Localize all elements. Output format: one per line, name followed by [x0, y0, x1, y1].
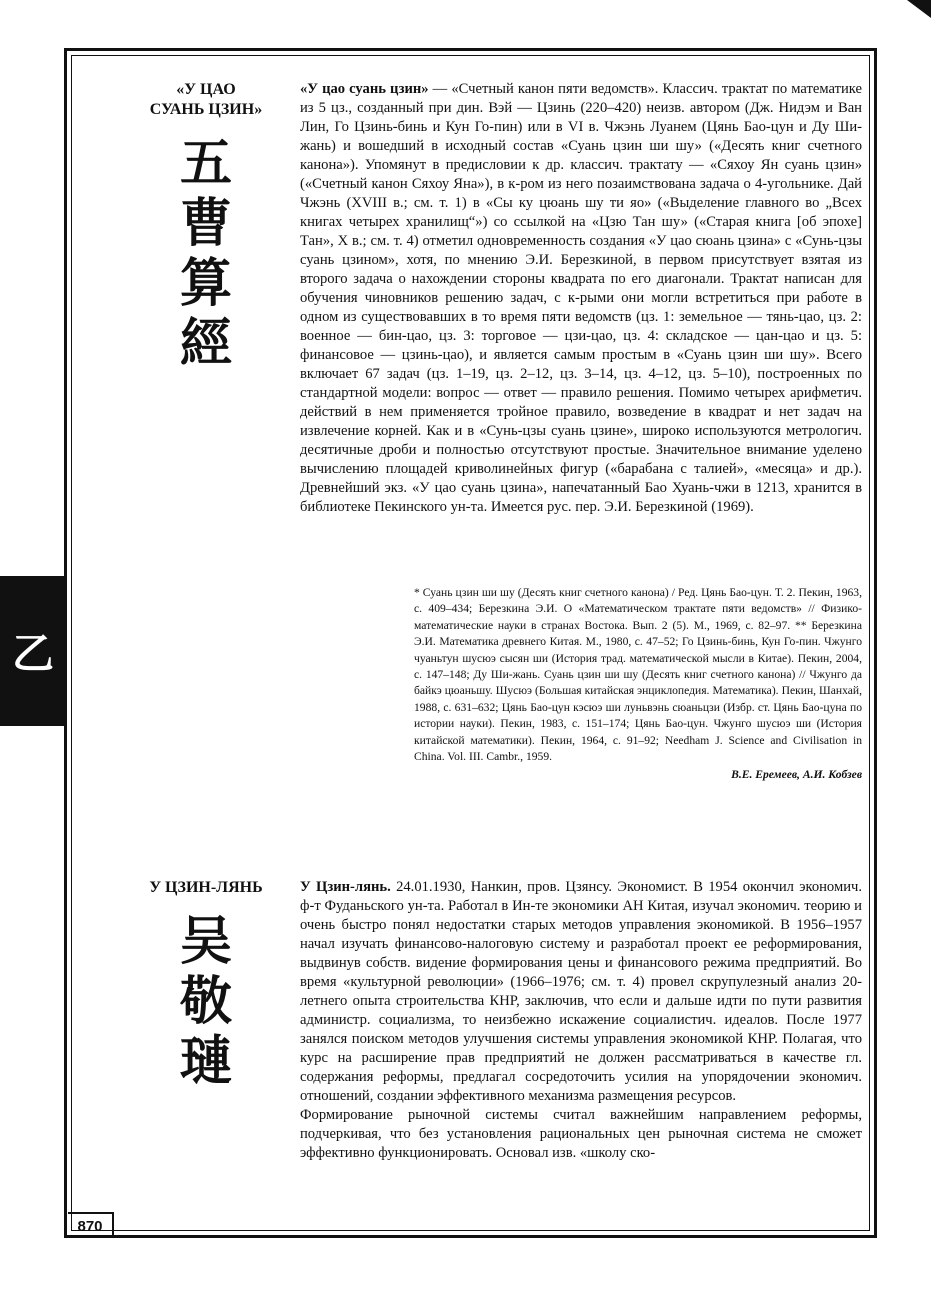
- section-tab: [0, 576, 66, 726]
- entry1-notes: * Суань цзин ши шу (Десять книг счетного канона) / Ред. Цянь Бао-цун. Т. 2. Пекин, 1963, с. 409–434; Березкина Э.И. О «Математическом трактате пяти ведомств» // Физико-математические науки в странах Востока. Вып. 2 (5). М., 1969, с. 82–97. ** Березкина Э.И. Математика древнего Китая. М., 1980, с. 47–52; Го Цзинь-бинь, Кун Го-пин. Чжунго чуаньтун шусюэ сысян ши (История трад. математической мысли в Китае). Пекин, 2004, с. 147–148; Ду Ши-жань. Суань цзин ши шу (Десять книг счетного канона) // Чжунго да байкэ цюаньшу. Шусюэ (Большая китайская энциклопедия. Математика). Пекин, Шанхай, 1988, с. 631–632; Цянь Бао-цун кэсюэ ши луньвэнь сюаньцзи (Избр. ст. Цянь Бао-цуна по истории науки). Пекин, 1983, с. 151–174; Цянь Бао-цун. Чжунго шусюэ ши (История китайской математики). Пекин, 1964, с. 91–92; Needham J. Science and Civilisation in China. Vol. III. Cambr., 1959.: [414, 586, 862, 764]
- entry2-hanzi: [125, 912, 287, 1092]
- hanzi-char: 五: [179, 133, 232, 194]
- hanzi-char: 吴: [179, 911, 232, 972]
- hanzi-char: 敬: [179, 971, 232, 1032]
- page-number: 870: [68, 1212, 114, 1238]
- entry1-bibliography: [414, 585, 862, 784]
- hanzi-char: 算: [179, 253, 232, 314]
- entry2-heading: [125, 878, 287, 1092]
- entry1-lead: «У цао суань цзин»: [300, 81, 429, 97]
- hanzi-char: 經: [179, 313, 232, 374]
- entry1-text: — «Счетный канон пяти ведомств». Классич. трактат по математике из 5 цз., созданный при дин. Вэй — Цзинь (220–420) неизв. автором (Дж. Нидэм и Ван Лин, Го Цзинь-бинь и Кун Го-пин) или в VI в. Чжэнь Луанем (Цянь Бао-цун и Ду Ши-жань) и вошедший в исходный состав «Суань цзин ши шу» («Десять книг счетного канона»). Упомянут в предисловии к др. классич. трактату — «Сяхоу Ян суань цзин» («Счетный канон Сяхоу Яна»), в к-ром из него позаимствована задача о 4-угольнике. Дай Чжэнь (XVIII в.; см. т. 1) в «Сы ку цюань шу ти яо» («Выделение главного во „Всех книгах четырех хранилищ“») со ссылкой на «Цзю Тан шу» («Старая книга [об эпохе] Тан», X в.; см. т. 4) отметил одновременность создания «У цао сюань цзина» с «Сунь-цзы суань цзином», хотя, по мнению Э.И. Березкиной, в первом присутствует взятая из второго задача о нахождении стороны квадрата по его диагонали. Трактат написан для обучения чиновников решению задач, с к-рыми они могли встретиться при работе в одном из существовавших в то время пяти ведомств (цз. 1: земельное — тянь-цао, цз. 2: военное — бин-цао, цз. 3: торговое — цзи-цао, цз. 4: складское — цан-цао и цз. 5: финансовое — цзинь-цао), и является самым простым в «Суань цзин ши шу». Всего включает 67 задач (цз. 1–19, цз. 2–12, цз. 3–14, цз. 4–12, цз. 5–10), построенных по стандартной модели: вопрос — ответ — правило решения. Помимо четырех арифметич. действий в нем применяется тройное правило, возведение в квадрат и нет задач на извлечение корней. Как и в «Сунь-цзы суань цзине», широко используются метрологич. десятичные дроби и полностью отсутствуют простые. Значительное внимание уделено вычислению площадей криволинейных фигур («барабана с талией», «месяца» и др.). Древнейший экз. «У цао суань цзина», напечатанный Бао Хуань-чжи в 1213, хранится в библиотеке Пекинского ун-та. Имеется рус. пер. Э.И. Березкиной (1969).: [300, 81, 862, 515]
- entry1-authors: В.Е. Еремеев, А.И. Кобзев: [731, 768, 862, 782]
- entry1-hanzi: [125, 134, 287, 374]
- corner-arrow-mark: [907, 0, 931, 18]
- entry2-body: [300, 878, 862, 1163]
- entry1-body: [300, 80, 862, 517]
- entry2-text: 24.01.1930, Нанкин, пров. Цзянсу. Экономист. В 1954 окончил экономич. ф-т Фуданьского ун-та. Работал в Ин-те экономики АН Китая, изучал экономич. теорию и очень быстро понял недостатки старых методов управления экономикой. В 1956–1957 начал изучать финансово-налоговую систему и разработал проект ее реформирования, выдвинув собств. видение формирования цены и финансового режима предприятий. Во время «культурной революции» (1966–1976; см. т. 4) провел скрупулезный анализ 20-летнего опыта строительства КНР, заключив, что если и дальше идти по пути развития администр. социализма, то неизбежно искажение социалистич. идеалов. После 1977 занялся поиском методов улучшения системы управления экономикой КНР. Полагая, что курс на расширение прав предприятий не должен рассматриваться в качестве гл. содержания реформы, предлагал сосредоточить усилия на упорядочении экономич. отношений, создании эффективного механизма размещения ресурсов.: [300, 879, 862, 1104]
- hanzi-char: 曹: [179, 193, 232, 254]
- hanzi-char: 璉: [179, 1031, 232, 1092]
- entry1-title-line2: СУАНЬ ЦЗИН»: [149, 101, 263, 118]
- entry1-heading: [125, 80, 287, 374]
- entry2-lead: У Цзин-лянь.: [300, 879, 391, 895]
- entry2-paragraph2: Формирование рыночной системы считал важнейшим направлением реформы, подчеркивая, что без установления рациональных цен рыночная система не сможет эффективно функционировать. Основал изв. «школу ско-: [300, 1107, 862, 1161]
- entry1-title-line1: «У ЦАО: [176, 81, 236, 98]
- tab-glyph: 乙: [11, 629, 54, 678]
- entry2-title: У ЦЗИН-ЛЯНЬ: [149, 879, 263, 896]
